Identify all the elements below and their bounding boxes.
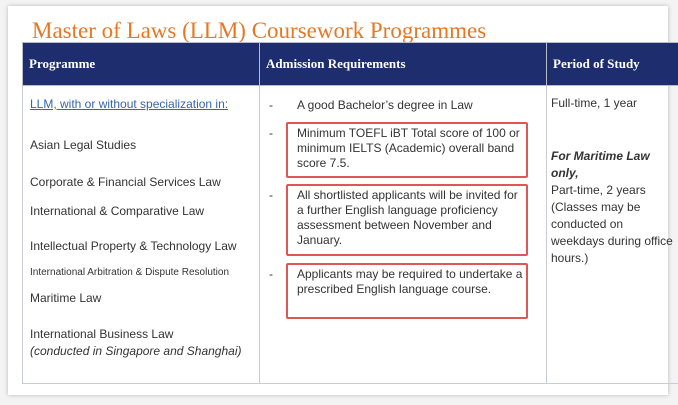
programme-item: International & Comparative Law (30, 204, 205, 218)
requirement-text: Applicants may be required to undertake a prescribed English language course. (297, 267, 523, 296)
header-programme: Programme (23, 43, 260, 86)
programme-item: Intellectual Property & Technology Law (30, 239, 237, 253)
programme-item-note: (conducted in Singapore and Shanghai) (30, 344, 242, 358)
maritime-label: For Maritime Law only, (551, 149, 650, 180)
header-admission-requirements: Admission Requirements (260, 43, 547, 86)
bullet-dash: - (269, 98, 273, 112)
maritime-detail: Part-time, 2 years (Classes may be conducted on weekdays during office hours.) (551, 183, 673, 265)
programmes-table (22, 42, 678, 384)
programme-item: Corporate & Financial Services Law (30, 175, 221, 189)
bullet-dash: - (269, 188, 273, 202)
programme-item: Asian Legal Studies (30, 138, 137, 152)
bullet-dash: - (269, 126, 273, 140)
programme-item-label: International Business Law (30, 327, 174, 341)
table-header-row (23, 43, 678, 86)
period-maritime (551, 148, 678, 267)
requirement-text: A good Bachelor’s degree in Law (297, 98, 473, 112)
bullet-dash: - (269, 267, 273, 281)
programme-item: Maritime Law (30, 291, 102, 305)
requirement-text: Minimum TOEFL iBT Total score of 100 or minimum IELTS (Academic) overall band score 7.5. (297, 126, 520, 170)
header-period-of-study: Period of Study (547, 43, 678, 86)
programme-item-international-business-law (30, 326, 242, 360)
page-title: Master of Laws (LLM) Coursework Programmes (32, 18, 487, 43)
table-row (23, 86, 678, 384)
llm-specialization-link[interactable]: LLM, with or without specialization in: (30, 97, 229, 111)
programme-item: International Arbitration & Dispute Resolution (30, 267, 230, 278)
requirements-cell (260, 86, 547, 384)
period-cell (547, 86, 678, 384)
programme-cell (23, 86, 260, 384)
requirement-text: All shortlisted applicants will be invited for a further English language proficiency assessment between November and January. (297, 188, 518, 247)
period-full-time: Full-time, 1 year (551, 96, 638, 110)
